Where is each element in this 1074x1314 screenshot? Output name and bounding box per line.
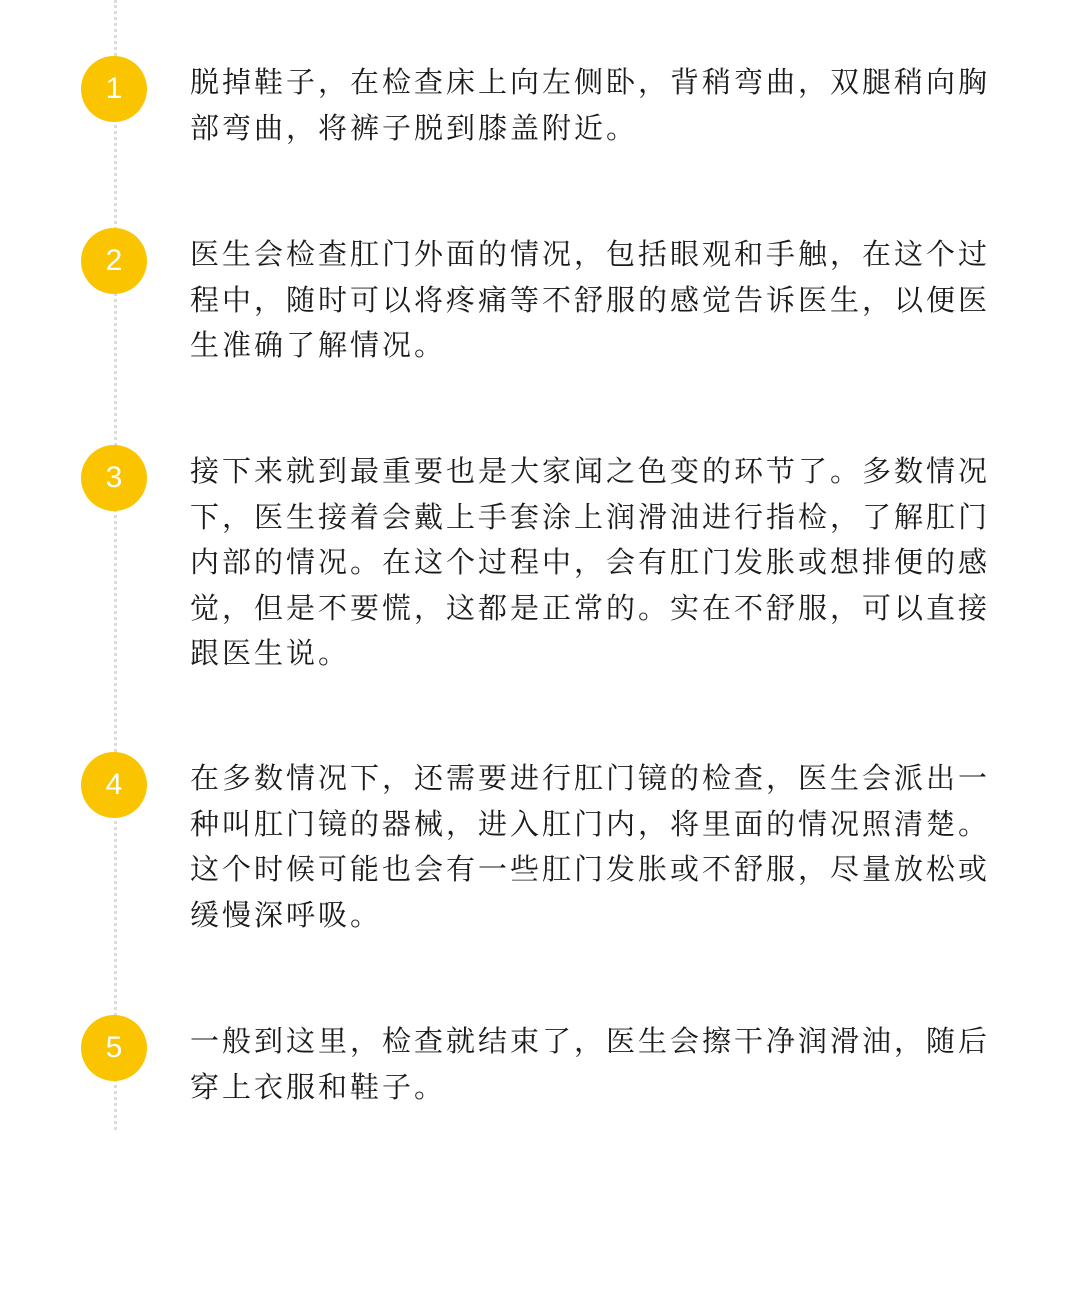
step-description: 医生会检查肛门外面的情况，包括眼观和手触，在这个过程中，随时可以将疼痛等不舒服的感觉告诉医生，以便医生准确了解情况。 xyxy=(190,237,991,362)
step-number-badge: 5 xyxy=(81,1015,147,1081)
step-number-badge: 1 xyxy=(81,56,147,122)
step-number-badge: 2 xyxy=(81,228,147,294)
step-description: 接下来就到最重要也是大家闻之色变的环节了。多数情况下，医生接着会戴上手套涂上润滑油进行指检，了解肛门内部的情况。在这个过程中，会有肛门发胀或想排便的感觉，但是不要慌，这都是正常的。实在不舒服，可以直接跟医生说。 xyxy=(190,454,991,670)
step-number-badge: 3 xyxy=(81,445,147,511)
step-description: 脱掉鞋子，在检查床上向左侧卧，背稍弯曲，双腿稍向胸部弯曲，将裤子脱到膝盖附近。 xyxy=(190,65,991,145)
step-number-badge: 4 xyxy=(81,752,147,818)
timeline-line xyxy=(114,0,117,1130)
step-description: 一般到这里，检查就结束了，医生会擦干净润滑油，随后穿上衣服和鞋子。 xyxy=(190,1024,991,1104)
step-description: 在多数情况下，还需要进行肛门镜的检查，医生会派出一种叫肛门镜的器械，进入肛门内，将里面的情况照清楚。这个时候可能也会有一些肛门发胀或不舒服，尽量放松或缓慢深呼吸。 xyxy=(190,761,991,932)
